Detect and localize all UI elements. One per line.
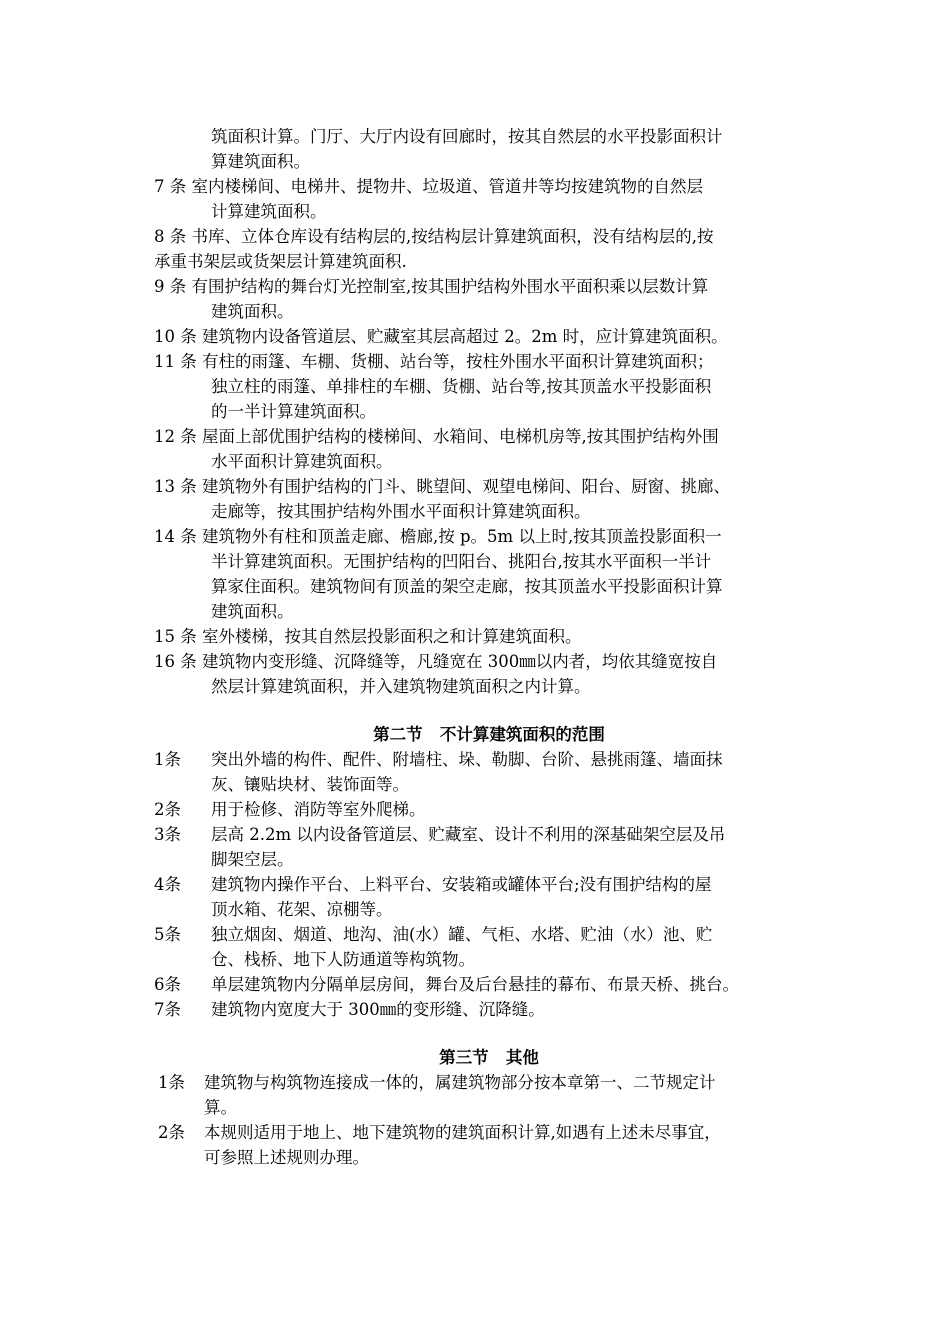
rule-item-10 <box>154 324 824 349</box>
exclusion-item-6 <box>154 972 824 997</box>
rule-number: 12 条 <box>154 427 202 446</box>
text-line: 独立烟囱、烟道、地沟、油(水）罐、气柜、水塔、贮油（水）池、贮 <box>211 925 713 944</box>
text-line: 本规则适用于地上、地下建筑物的建筑面积计算,如遇有上述未尽事宜， <box>204 1123 721 1142</box>
text-line: 建筑物与构筑物连接成一体的，属建筑物部分按本章第一、二节规定计 <box>204 1073 716 1092</box>
text-line: 室内楼梯间、电梯井、提物井、垃圾道、管道井等均按建筑物的自然层 <box>191 177 703 196</box>
exclusion-item-7 <box>154 997 824 1022</box>
text-line: 顶水箱、花架、凉棚等。 <box>211 900 393 919</box>
text-line: 建筑面积。 <box>211 302 294 321</box>
text-line: 建筑物外有柱和顶盖走廊、檐廊,按 p。5m 以上时,按其顶盖投影面积一 <box>202 527 722 546</box>
other-item-1 <box>154 1070 824 1120</box>
text-line: 算建筑面积。 <box>211 152 310 171</box>
rule-item-8 <box>154 224 824 274</box>
rule-number: 4条 <box>154 875 181 894</box>
exclusion-item-2 <box>154 797 824 822</box>
text-line: 建筑物外有围护结构的门斗、眺望间、观望电梯间、阳台、厨窗、挑廊、 <box>202 477 730 496</box>
rule-item-12 <box>154 424 824 474</box>
rule-number: 8 条 <box>154 227 192 246</box>
text-line: 建筑面积。 <box>211 602 294 621</box>
rule-item-11 <box>154 349 824 424</box>
rule-number: 1条 <box>154 750 181 769</box>
text-line: 算家住面积。建筑物间有顶盖的架空走廊，按其顶盖水平投影面积计算 <box>211 577 723 596</box>
document-body <box>154 124 824 1170</box>
text-line: 独立柱的雨篷、单排柱的车棚、货棚、站台等,按其顶盖水平投影面积 <box>211 377 712 396</box>
text-line: 脚架空层。 <box>211 850 294 869</box>
text-line: 承重书架层或货架层计算建筑面积. <box>154 252 407 271</box>
text-line: 有围护结构的舞台灯光控制室,按其围护结构外围水平面积乘以层数计算 <box>191 277 709 296</box>
rule-number: 13 条 <box>154 477 202 496</box>
rule-number: 2条 <box>154 800 181 819</box>
section-3-heading: 第三节 其他 <box>439 1048 539 1067</box>
rule-number: 5条 <box>154 925 181 944</box>
text-line: 算。 <box>204 1098 237 1117</box>
rule-number: 7 条 <box>154 177 192 196</box>
rule-number: 11 条 <box>154 352 202 371</box>
rule-item-9 <box>154 274 824 324</box>
text-line: 书库、立体仓库设有结构层的,按结构层计算建筑面积，没有结构层的,按 <box>191 227 714 246</box>
rule-number: 2条 <box>158 1123 185 1142</box>
exclusion-item-4 <box>154 872 824 922</box>
text-line: 单层建筑物内分隔单层房间，舞台及后台悬挂的幕布、布景天桥、挑台。 <box>211 975 739 994</box>
intro-paragraph <box>154 124 824 174</box>
text-line: 建筑物内宽度大于 300㎜的变形缝、沉降缝。 <box>211 1000 545 1019</box>
rule-item-14 <box>154 524 824 624</box>
rule-item-16 <box>154 649 824 699</box>
rule-number: 1条 <box>158 1073 185 1092</box>
rule-number: 6条 <box>154 975 181 994</box>
text-line: 建筑物内操作平台、上料平台、安装箱或罐体平台;没有围护结构的屋 <box>211 875 712 894</box>
rule-item-7 <box>154 174 824 224</box>
text-line: 层高 2.2m 以内设备管道层、贮藏室、设计不利用的深基础架空层及吊 <box>211 825 726 844</box>
rule-number: 7条 <box>154 1000 181 1019</box>
text-line: 然层计算建筑面积，并入建筑物建筑面积之内计算。 <box>211 677 591 696</box>
text-line: 屋面上部优围护结构的楼梯间、水箱间、电梯机房等,按其围护结构外围 <box>202 427 719 446</box>
rule-item-13 <box>154 474 824 524</box>
rule-number: 10 条 <box>154 327 202 346</box>
text-line: 突出外墙的构件、配件、附墙柱、垛、勒脚、台阶、悬挑雨篷、墙面抹 <box>211 750 723 769</box>
section-2-heading: 第二节 不计算建筑面积的范围 <box>373 725 605 744</box>
text-line: 建筑物内设备管道层、贮藏室其层高超过 2。2m 时，应计算建筑面积。 <box>202 327 728 346</box>
exclusion-item-5 <box>154 922 824 972</box>
rule-number: 16 条 <box>154 652 202 671</box>
text-line: 半计算建筑面积。无围护结构的凹阳台、挑阳台,按其水平面积一半计 <box>211 552 712 571</box>
exclusion-item-3 <box>154 822 824 872</box>
text-line: 有柱的雨篷、车棚、货棚、站台等，按柱外围水平面积计算建筑面积； <box>202 352 714 371</box>
text-line: 的一半计算建筑面积。 <box>211 402 376 421</box>
text-line: 筑面积计算。门厅、大厅内设有回廊时，按其自然层的水平投影面积计 <box>211 127 723 146</box>
text-line: 计算建筑面积。 <box>211 202 327 221</box>
rule-number: 3条 <box>154 825 181 844</box>
rule-number: 14 条 <box>154 527 202 546</box>
text-line: 灰、镶贴块材、装饰面等。 <box>211 775 409 794</box>
text-line: 走廊等，按其围护结构外围水平面积计算建筑面积。 <box>211 502 591 521</box>
rule-number: 15 条 <box>154 627 202 646</box>
text-line: 仓、栈桥、地下人防通道等构筑物。 <box>211 950 475 969</box>
rule-number: 9 条 <box>154 277 192 296</box>
text-line: 用于检修、消防等室外爬梯。 <box>211 800 426 819</box>
text-line: 水平面积计算建筑面积。 <box>211 452 393 471</box>
other-item-2 <box>154 1120 824 1170</box>
text-line: 室外楼梯，按其自然层投影面积之和计算建筑面积。 <box>202 627 582 646</box>
rule-item-15 <box>154 624 824 649</box>
text-line: 可参照上述规则办理。 <box>204 1148 369 1167</box>
exclusion-item-1 <box>154 747 824 797</box>
text-line: 建筑物内变形缝、沉降缝等，凡缝宽在 300㎜以内者，均依其缝宽按自 <box>202 652 718 671</box>
